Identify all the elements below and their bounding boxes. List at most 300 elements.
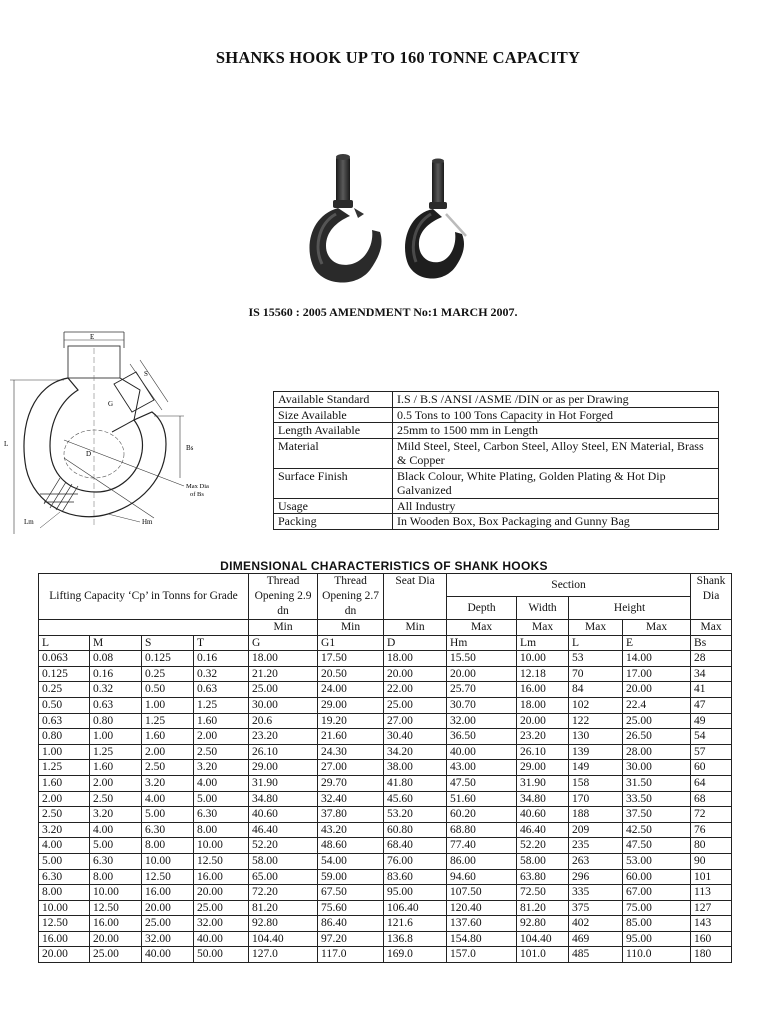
spec-value: All Industry [393,498,719,514]
column-letter: L [39,635,90,651]
table-cell: 72.20 [249,885,318,901]
table-row [39,744,732,760]
column-letter: T [194,635,249,651]
header-thread-opening-27: Thread Opening 2.7 dn [318,574,384,620]
table-cell: 0.16 [90,666,142,682]
dim-limits-row [39,620,732,636]
dim-label-max-dia: Max Dia [186,483,209,490]
table-cell: 25.00 [142,916,194,932]
header-section: Section [447,574,691,597]
dim-label-g: G [108,400,114,408]
table-cell: 16.00 [142,885,194,901]
table-cell: 72.50 [517,885,569,901]
table-cell: 10.00 [142,853,194,869]
limit-d: Min [384,620,447,636]
spec-row [274,438,719,468]
table-cell: 1.00 [90,729,142,745]
table-cell: 136.8 [384,931,447,947]
table-cell: 92.80 [249,916,318,932]
table-cell: 28.00 [623,744,691,760]
table-cell: 0.08 [90,651,142,667]
table-cell: 29.00 [318,697,384,713]
table-cell: 16.00 [39,931,90,947]
table-cell: 1.60 [194,713,249,729]
table-cell: 50.00 [194,947,249,963]
table-cell: 27.00 [384,713,447,729]
table-cell: 0.125 [39,666,90,682]
table-cell: 20.00 [39,947,90,963]
table-cell: 2.50 [39,807,90,823]
table-cell: 60.00 [623,869,691,885]
table-cell: 67.50 [318,885,384,901]
header-width: Width [517,597,569,620]
table-cell: 120.40 [447,900,517,916]
table-cell: 20.6 [249,713,318,729]
table-cell: 17.00 [623,666,691,682]
table-cell: 107.50 [447,885,517,901]
header-thread-opening-29: Thread Opening 2.9 dn [249,574,318,620]
dim-label-lm: Lm [24,518,34,526]
table-cell: 20.00 [517,713,569,729]
spec-row [274,407,719,423]
table-cell: 102 [569,697,623,713]
table-cell: 52.20 [249,838,318,854]
table-cell: 20.00 [447,666,517,682]
table-cell: 0.50 [39,697,90,713]
table-cell: 94.60 [447,869,517,885]
table-cell: 10.00 [517,651,569,667]
table-cell: 113 [691,885,732,901]
table-cell: 19.20 [318,713,384,729]
table-cell: 60 [691,760,732,776]
table-cell: 34 [691,666,732,682]
table-cell: 296 [569,869,623,885]
table-cell: 68.80 [447,822,517,838]
table-cell: 170 [569,791,623,807]
table-cell: 34.80 [249,791,318,807]
table-cell: 40.60 [249,807,318,823]
table-cell: 3.20 [142,775,194,791]
table-cell: 485 [569,947,623,963]
table-cell: 160 [691,931,732,947]
table-row [39,791,732,807]
table-cell: 0.80 [90,713,142,729]
table-cell: 5.00 [90,838,142,854]
table-cell: 68 [691,791,732,807]
dim-label-hm: Hm [142,518,153,526]
table-row [39,651,732,667]
table-cell: 22.00 [384,682,447,698]
table-cell: 18.00 [384,651,447,667]
table-cell: 26.10 [517,744,569,760]
dimensions-table [38,573,732,963]
table-cell: 40.00 [194,931,249,947]
table-cell: 31.90 [517,775,569,791]
table-cell: 121.6 [384,916,447,932]
table-cell: 154.80 [447,931,517,947]
table-cell: 1.60 [90,760,142,776]
table-cell: 188 [569,807,623,823]
spec-value: Black Colour, White Plating, Golden Plating & Hot Dip Galvanized [393,468,719,498]
table-cell: 402 [569,916,623,932]
table-cell: 31.50 [623,775,691,791]
spec-label: Packing [274,514,393,530]
dim-label-s: S [144,370,148,378]
dimensions-table-title: DIMENSIONAL CHARACTERISTICS OF SHANK HOOKS [220,559,548,573]
table-cell: 81.20 [249,900,318,916]
table-cell: 1.25 [194,697,249,713]
column-letter: E [623,635,691,651]
table-cell: 83.60 [384,869,447,885]
header-shank-dia: Shank Dia [691,574,732,620]
spec-value: 0.5 Tons to 100 Tons Capacity in Hot Forged [393,407,719,423]
table-cell: 263 [569,853,623,869]
table-cell: 4.00 [90,822,142,838]
table-cell: 2.50 [90,791,142,807]
spec-label: Size Available [274,407,393,423]
table-cell: 1.60 [142,729,194,745]
table-cell: 25.00 [90,947,142,963]
table-cell: 27.00 [318,760,384,776]
dim-column-letters-row [39,635,732,651]
table-cell: 24.30 [318,744,384,760]
table-cell: 149 [569,760,623,776]
table-cell: 157.0 [447,947,517,963]
table-row [39,807,732,823]
table-cell: 0.63 [39,713,90,729]
dim-label-e: E [90,333,95,341]
table-row [39,885,732,901]
table-cell: 16.00 [517,682,569,698]
table-cell: 18.00 [517,697,569,713]
table-cell: 335 [569,885,623,901]
table-cell: 54.00 [318,853,384,869]
table-row [39,900,732,916]
table-cell: 1.25 [39,760,90,776]
table-cell: 38.00 [384,760,447,776]
spec-label: Surface Finish [274,468,393,498]
table-cell: 0.63 [194,682,249,698]
header-lifting-capacity: Lifting Capacity ‘Cp’ in Tonns for Grade [39,574,249,620]
column-letter: L [569,635,623,651]
table-row [39,666,732,682]
table-cell: 0.32 [90,682,142,698]
table-cell: 23.20 [517,729,569,745]
table-cell: 158 [569,775,623,791]
table-cell: 5.00 [142,807,194,823]
table-row [39,697,732,713]
column-letter: Bs [691,635,732,651]
limit-lm: Max [517,620,569,636]
table-cell: 58.00 [517,853,569,869]
table-row [39,760,732,776]
table-cell: 17.50 [318,651,384,667]
table-cell: 143 [691,916,732,932]
table-cell: 80 [691,838,732,854]
table-cell: 30.40 [384,729,447,745]
spec-row [274,498,719,514]
spec-label: Length Available [274,423,393,439]
table-cell: 2.00 [142,744,194,760]
dim-label-l: L [4,440,9,448]
table-row [39,713,732,729]
table-row [39,853,732,869]
table-cell: 70 [569,666,623,682]
table-cell: 12.50 [142,869,194,885]
table-cell: 469 [569,931,623,947]
table-cell: 41 [691,682,732,698]
table-cell: 169.0 [384,947,447,963]
column-letter: S [142,635,194,651]
table-cell: 30.70 [447,697,517,713]
table-cell: 0.25 [142,666,194,682]
spec-row [274,468,719,498]
table-cell: 6.30 [194,807,249,823]
table-cell: 127 [691,900,732,916]
table-cell: 29.00 [517,760,569,776]
table-cell: 2.50 [142,760,194,776]
table-cell: 26.50 [623,729,691,745]
table-cell: 53.00 [623,853,691,869]
table-cell: 104.40 [249,931,318,947]
page-title: SHANKS HOOK UP TO 160 TONNE CAPACITY [215,48,581,67]
table-cell: 20.00 [194,885,249,901]
table-cell: 375 [569,900,623,916]
header-depth: Depth [447,597,517,620]
column-letter: D [384,635,447,651]
table-cell: 30.00 [623,760,691,776]
table-cell: 12.50 [194,853,249,869]
column-letter: G [249,635,318,651]
table-cell: 43.20 [318,822,384,838]
table-cell: 65.00 [249,869,318,885]
table-cell: 36.50 [447,729,517,745]
table-cell: 0.50 [142,682,194,698]
table-cell: 209 [569,822,623,838]
table-cell: 139 [569,744,623,760]
table-cell: 26.10 [249,744,318,760]
table-cell: 28 [691,651,732,667]
table-cell: 23.20 [249,729,318,745]
table-cell: 6.30 [142,822,194,838]
table-cell: 6.30 [39,869,90,885]
table-cell: 6.30 [90,853,142,869]
table-row [39,775,732,791]
table-cell: 86.00 [447,853,517,869]
table-cell: 2.00 [90,775,142,791]
table-cell: 8.00 [142,838,194,854]
table-row [39,822,732,838]
table-row [39,869,732,885]
hook-product-photo [300,152,472,292]
table-cell: 32.40 [318,791,384,807]
limit-g1: Min [318,620,384,636]
spec-label: Usage [274,498,393,514]
table-cell: 22.4 [623,697,691,713]
table-cell: 14.00 [623,651,691,667]
spec-value: In Wooden Box, Box Packaging and Gunny Bag [393,514,719,530]
table-cell: 8.00 [90,869,142,885]
table-cell: 25.00 [384,697,447,713]
table-cell: 2.00 [194,729,249,745]
table-cell: 24.00 [318,682,384,698]
table-cell: 10.00 [90,885,142,901]
column-letter: Lm [517,635,569,651]
table-cell: 25.00 [623,713,691,729]
dim-label-of-bs: of Bs [190,491,204,498]
limit-l: Max [569,620,623,636]
table-cell: 41.80 [384,775,447,791]
table-cell: 235 [569,838,623,854]
table-cell: 104.40 [517,931,569,947]
table-cell: 0.25 [39,682,90,698]
table-cell: 122 [569,713,623,729]
table-cell: 180 [691,947,732,963]
table-cell: 8.00 [39,885,90,901]
table-cell: 8.00 [194,822,249,838]
table-cell: 101.0 [517,947,569,963]
dim-label-bs: Bs [186,444,194,452]
standard-reference: IS 15560 : 2005 AMENDMENT No:1 MARCH 2007. [248,305,518,319]
header-height: Height [569,597,691,620]
table-cell: 75.60 [318,900,384,916]
table-cell: 127.0 [249,947,318,963]
table-cell: 15.50 [447,651,517,667]
table-cell: 16.00 [90,916,142,932]
header-seat-dia: Seat Dia [384,574,447,620]
table-cell: 106.40 [384,900,447,916]
table-cell: 49 [691,713,732,729]
table-cell: 1.00 [39,744,90,760]
table-cell: 1.25 [142,713,194,729]
table-cell: 59.00 [318,869,384,885]
table-cell: 20.00 [90,931,142,947]
table-cell: 3.20 [90,807,142,823]
table-cell: 117.0 [318,947,384,963]
table-cell: 95.00 [623,931,691,947]
table-cell: 1.25 [90,744,142,760]
table-cell: 54 [691,729,732,745]
table-cell: 75.00 [623,900,691,916]
limit-hm: Max [447,620,517,636]
table-cell: 1.00 [142,697,194,713]
table-cell: 92.80 [517,916,569,932]
column-letter: G1 [318,635,384,651]
table-cell: 68.40 [384,838,447,854]
table-cell: 110.0 [623,947,691,963]
table-cell: 34.80 [517,791,569,807]
spec-value: 25mm to 1500 mm in Length [393,423,719,439]
table-cell: 45.60 [384,791,447,807]
table-cell: 53 [569,651,623,667]
table-cell: 43.00 [447,760,517,776]
table-cell: 20.00 [142,900,194,916]
spec-value: Mild Steel, Steel, Carbon Steel, Alloy Steel, EN Material, Brass & Copper [393,438,719,468]
table-cell: 2.50 [194,744,249,760]
table-cell: 72 [691,807,732,823]
table-cell: 60.20 [447,807,517,823]
table-cell: 47.50 [623,838,691,854]
table-cell: 25.00 [249,682,318,698]
table-cell: 21.60 [318,729,384,745]
spec-row [274,392,719,408]
table-cell: 25.00 [194,900,249,916]
table-row [39,682,732,698]
limit-bs: Max [691,620,732,636]
limit-g: Min [249,620,318,636]
table-cell: 86.40 [318,916,384,932]
specification-table [273,391,719,530]
table-cell: 81.20 [517,900,569,916]
table-cell: 32.00 [447,713,517,729]
table-cell: 3.20 [194,760,249,776]
table-cell: 21.20 [249,666,318,682]
table-cell: 4.00 [142,791,194,807]
table-cell: 85.00 [623,916,691,932]
table-cell: 12.50 [39,916,90,932]
hook-dimension-diagram [4,328,232,536]
table-cell: 10.00 [194,838,249,854]
table-cell: 40.60 [517,807,569,823]
dim-label-d: D [86,450,92,458]
table-cell: 32.00 [142,931,194,947]
column-letter: Hm [447,635,517,651]
table-cell: 16.00 [194,869,249,885]
table-cell: 130 [569,729,623,745]
table-cell: 4.00 [39,838,90,854]
table-cell: 32.00 [194,916,249,932]
table-cell: 46.40 [249,822,318,838]
table-cell: 31.90 [249,775,318,791]
table-cell: 60.80 [384,822,447,838]
table-cell: 57 [691,744,732,760]
table-cell: 20.50 [318,666,384,682]
spec-row [274,423,719,439]
table-cell: 77.40 [447,838,517,854]
spec-label: Material [274,438,393,468]
column-letter: M [90,635,142,651]
table-row [39,838,732,854]
table-cell: 2.00 [39,791,90,807]
table-cell: 76.00 [384,853,447,869]
table-cell: 25.70 [447,682,517,698]
table-cell: 63.80 [517,869,569,885]
table-row [39,916,732,932]
table-cell: 48.60 [318,838,384,854]
spec-value: I.S / B.S /ANSI /ASME /DIN or as per Drawing [393,392,719,408]
table-cell: 51.60 [447,791,517,807]
spec-label: Available Standard [274,392,393,408]
table-cell: 3.20 [39,822,90,838]
table-cell: 0.063 [39,651,90,667]
table-cell: 47.50 [447,775,517,791]
table-cell: 53.20 [384,807,447,823]
table-row [39,729,732,745]
table-cell: 10.00 [39,900,90,916]
table-row [39,931,732,947]
table-cell: 29.70 [318,775,384,791]
table-cell: 52.20 [517,838,569,854]
table-cell: 46.40 [517,822,569,838]
table-cell: 97.20 [318,931,384,947]
table-cell: 0.63 [90,697,142,713]
table-cell: 20.00 [384,666,447,682]
table-cell: 33.50 [623,791,691,807]
table-cell: 47 [691,697,732,713]
table-cell: 90 [691,853,732,869]
table-cell: 101 [691,869,732,885]
table-cell: 42.50 [623,822,691,838]
